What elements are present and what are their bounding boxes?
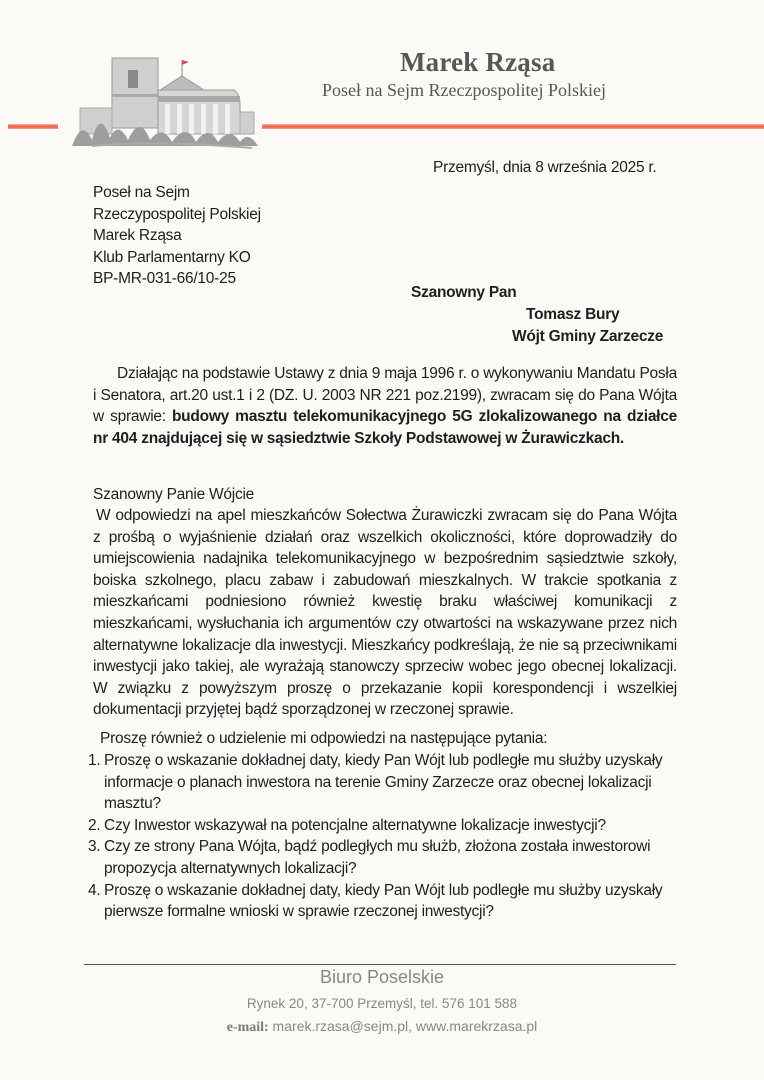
question-text: Czy Inwestor wskazywał na potencjalne alternatywne lokalizacje inwestycji?: [104, 816, 606, 834]
question-text: Proszę o wskazanie dokładnej daty, kiedy Pan Wójt lub podległe mu służby uzyskały pierwsze formalne wnioski w sprawie rzeczonej inwestycji?: [104, 881, 663, 921]
letterhead-accent-line-right: [262, 124, 764, 129]
date-line: Przemyśl, dnia 8 września 2025 r.: [433, 159, 657, 176]
intro-paragraph: [93, 363, 677, 449]
question-number: 4.: [88, 881, 101, 899]
question-item: [88, 836, 680, 879]
question-text: Czy ze strony Pana Wójta, bądź podległych mu służb, złożona została inwestorowi propozycja alternatywnych lokalizacji?: [104, 838, 651, 877]
sender-line: Rzeczypospolitej Polskiej: [93, 205, 261, 223]
letterhead-subtitle: Poseł na Sejm Rzeczpospolitej Polskiej: [322, 80, 606, 100]
question-item: [88, 880, 680, 923]
question-number: 2.: [88, 816, 101, 834]
questions-list: [88, 750, 680, 923]
question-number: 3.: [88, 838, 101, 856]
addressee-title: Wójt Gminy Zarzecze: [512, 328, 664, 345]
footer-office-title: Biuro Poselskie: [319, 967, 445, 987]
addressee-salutation: Szanowny Pan: [411, 284, 517, 301]
footer-email-label: e-mail:: [226, 1020, 269, 1035]
letterhead-name: Marek Rząsa: [400, 47, 556, 77]
question-number: 1.: [88, 752, 101, 769]
intro-subject-bold: budowy masztu telekomunikacyjnego 5G zlokalizowanego na działce nr 404 znajdującej się w sąsiedztwie Szkoły Podstawowej w Żurawiczkach.: [93, 408, 677, 447]
addressee-name: Tomasz Bury: [526, 306, 620, 323]
question-item: [88, 750, 680, 815]
sender-line: Klub Parlamentarny KO: [93, 248, 251, 266]
sender-line: Poseł na Sejm: [93, 184, 190, 201]
reference-number: BP-MR-031-66/10-25: [93, 270, 236, 288]
footer-email-and-website: marek.rzasa@sejm.pl, www.marekrzasa.pl: [268, 1018, 538, 1034]
questions-intro: Proszę również o udzielenie mi odpowiedzi na następujące pytania:: [100, 730, 548, 747]
footer-divider: [84, 964, 676, 965]
greeting: Szanowny Panie Wójcie: [93, 486, 255, 503]
sender-line: Marek Rząsa: [93, 227, 182, 245]
intro-text: Działając na podstawie Ustawy z dnia 9 maja 1996 r. o wykonywaniu Mandatu Posła i Senatora, art.20 ust.1 i 2 (DZ. U. 2003 NR 221 poz.2199), zwracam się do Pana Wójta w sprawie:: [93, 365, 677, 426]
question-text: Proszę o wskazanie dokładnej daty, kiedy Pan Wójt lub podległe mu służby uzyskały informacje o planach inwestora na terenie Gminy Zarzecze oraz obecnej lokalizacji masztu?: [104, 752, 663, 813]
main-paragraph: W odpowiedzi na apel mieszkańców Sołectwa Żurawiczki zwracam się do Pana Wójta z prośbą o wyjaśnienie działań oraz wszelkich okoliczności, które doprowadziły do umiejscowienia nadajnika telekomunikacyjnego w bezpośrednim sąsiedztwie szkoły, boiska szkolnego, placu zabaw i zabudowań mieszkalnych. W trakcie spotkania z mieszkańcami podniesiono również kwestię braku właściwej komunikacji z mieszkańcami, wysłuchania ich argumentów czy otwartości na wskazywane przez nich alternatywne lokalizacje dla inwestycji. Mieszkańcy podkreślają, że nie są przeciwnikami inwestycji jako takiej, ale wyrażają stanowczy sprzeciw wobec jego obecnej lokalizacji. W związku z powyższym proszę o przekazanie kopii korespondencji i wszelkiej dokumentacji przyjętej bądź sporządzonej w rzeczonej sprawie.: [93, 507, 677, 719]
question-item: [88, 815, 680, 837]
sejm-building-icon: [62, 48, 262, 150]
letterhead-accent-line-left: [8, 124, 58, 129]
footer-address: Rynek 20, 37-700 Przemyśl, tel. 576 101 588: [246, 996, 518, 1011]
footer-contact: [0, 1018, 764, 1036]
sender-block: [93, 182, 261, 290]
